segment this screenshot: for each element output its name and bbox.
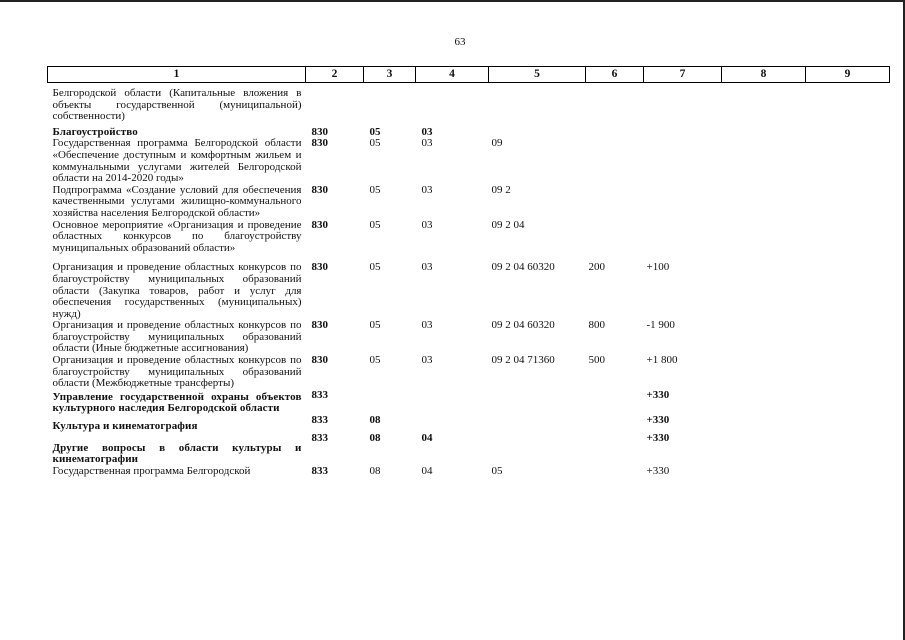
cell-col8 (722, 185, 806, 220)
cell-target-article: 09 2 04 (491, 218, 525, 231)
cell-col8 (722, 320, 806, 355)
cell-subsection: 03 (421, 125, 433, 138)
cell-target-article: 09 2 04 60320 (491, 319, 555, 332)
cell-expense-type (586, 433, 644, 466)
cell-col8 (722, 355, 806, 390)
cell-admin-code: 833 (311, 464, 328, 477)
table-row (48, 415, 890, 433)
cell-target-article (489, 390, 586, 415)
cell-col8 (722, 220, 806, 255)
cell-col8 (722, 254, 806, 320)
cell-admin-code: 830 (311, 125, 328, 138)
cell-target-article: 09 2 (491, 183, 511, 196)
cell-target-article: 09 2 04 71360 (491, 354, 555, 367)
row-name: Основное мероприятие «Организация и проведение областных конкурсов по благоустройству муниципальных образований области» (52, 218, 302, 254)
cell-amount: +330 (646, 464, 670, 477)
row-name: Организация и проведение областных конкурсов по благоустройству муниципальных образований области (Межбюджетные трансферты) (52, 354, 302, 390)
cell-section: 08 (369, 464, 381, 477)
cell-amount (644, 138, 722, 184)
cell-col9 (806, 185, 890, 220)
page-number: 63 (454, 36, 466, 48)
cell-col8 (722, 433, 806, 466)
cell-amount (644, 185, 722, 220)
cell-col8 (722, 466, 806, 478)
cell-target-article (489, 433, 586, 466)
cell-expense-type (586, 185, 644, 220)
table-row (48, 83, 890, 123)
cell-expense-type (586, 220, 644, 255)
cell-col9 (806, 320, 890, 355)
cell-section: 05 (369, 125, 381, 138)
cell-amount (644, 220, 722, 255)
column-header-3: 3 (364, 67, 416, 83)
cell-target-article: 09 (491, 137, 503, 150)
cell-amount (644, 83, 722, 123)
row-name: Организация и проведение областных конкурсов по благоустройству муниципальных образований области (Закупка товаров, работ и услуг для обеспечения государственных (муниципальных) нужд) (52, 261, 302, 320)
cell-expense-type: 200 (588, 261, 605, 274)
cell-admin-code: 830 (311, 218, 328, 231)
column-header-5: 5 (489, 67, 586, 83)
cell-section: 08 (369, 431, 381, 444)
cell-amount: +100 (646, 261, 670, 274)
row-name: Подпрограмма «Создание условий для обеспечения качественными услугами жилищно-коммунального хозяйства населения Белгородской области» (52, 183, 302, 219)
cell-admin-code (306, 83, 364, 123)
cell-section: 05 (369, 183, 381, 196)
cell-admin-code: 830 (311, 183, 328, 196)
cell-admin-code: 830 (311, 137, 328, 150)
cell-subsection (416, 83, 489, 123)
column-header-4: 4 (416, 67, 489, 83)
table-row (48, 254, 890, 320)
cell-col9 (806, 83, 890, 123)
cell-admin-code: 830 (311, 261, 328, 274)
table-row (48, 123, 890, 139)
cell-col9 (806, 390, 890, 415)
column-header-7: 7 (644, 67, 722, 83)
cell-target-article (489, 83, 586, 123)
cell-target-article (489, 123, 586, 139)
cell-amount (644, 123, 722, 139)
cell-subsection: 03 (421, 183, 433, 196)
cell-expense-type (586, 83, 644, 123)
column-header-1: 1 (48, 67, 306, 83)
cell-subsection: 04 (421, 464, 433, 477)
cell-section (364, 83, 416, 123)
cell-col9 (806, 433, 890, 466)
cell-section: 05 (369, 218, 381, 231)
cell-subsection: 03 (421, 218, 433, 231)
table-row (48, 466, 890, 478)
table-header-row (48, 67, 890, 83)
cell-subsection: 04 (421, 431, 433, 444)
table-row (48, 390, 890, 415)
cell-expense-type (586, 138, 644, 184)
cell-expense-type: 800 (588, 319, 605, 332)
cell-admin-code: 833 (311, 414, 328, 427)
table-row (48, 220, 890, 255)
cell-col9 (806, 415, 890, 433)
cell-subsection: 03 (421, 319, 433, 332)
cell-subsection (416, 390, 489, 415)
cell-subsection (416, 415, 489, 433)
page-border-top (0, 0, 905, 2)
row-name: Управление государственной охраны объектов культурного наследия Белгородской области (52, 390, 302, 415)
column-header-8: 8 (722, 67, 806, 83)
cell-amount: -1 900 (646, 319, 675, 332)
cell-col9 (806, 123, 890, 139)
row-name: Другие вопросы в области культуры и кинематографии (52, 441, 302, 466)
cell-admin-code: 830 (311, 354, 328, 367)
table-row (48, 185, 890, 220)
cell-expense-type (586, 123, 644, 139)
cell-amount: +330 (646, 431, 670, 444)
cell-admin-code: 833 (311, 431, 328, 444)
cell-admin-code: 830 (311, 319, 328, 332)
row-name: Государственная программа Белгородской (52, 464, 251, 477)
cell-target-article (489, 415, 586, 433)
cell-subsection: 03 (421, 261, 433, 274)
cell-amount: +330 (646, 388, 670, 401)
cell-target-article: 09 2 04 60320 (491, 261, 555, 274)
table-row (48, 355, 890, 390)
cell-col9 (806, 466, 890, 478)
cell-amount: +1 800 (646, 354, 678, 367)
cell-expense-type: 500 (588, 354, 605, 367)
cell-col9 (806, 355, 890, 390)
column-header-9: 9 (806, 67, 890, 83)
cell-section: 08 (369, 414, 381, 427)
cell-col8 (722, 138, 806, 184)
row-name: Благоустройство (52, 125, 138, 138)
cell-expense-type (586, 415, 644, 433)
cell-expense-type (586, 466, 644, 478)
cell-admin-code: 833 (311, 388, 328, 401)
row-name: Белгородской области (Капитальные вложения в объекты государственной (муниципальной) собственности) (52, 87, 302, 123)
cell-subsection: 03 (421, 137, 433, 150)
cell-subsection: 03 (421, 354, 433, 367)
cell-section: 05 (369, 137, 381, 150)
column-header-6: 6 (586, 67, 644, 83)
cell-col9 (806, 220, 890, 255)
budget-table (47, 66, 890, 477)
cell-section: 05 (369, 354, 381, 367)
row-name: Организация и проведение областных конкурсов по благоустройству муниципальных образований области (Иные бюджетные ассигнования) (52, 319, 302, 355)
cell-section (364, 390, 416, 415)
cell-col8 (722, 415, 806, 433)
table-row (48, 138, 890, 184)
cell-col8 (722, 83, 806, 123)
cell-col8 (722, 390, 806, 415)
table-row (48, 320, 890, 355)
cell-amount: +330 (646, 414, 670, 427)
cell-col8 (722, 123, 806, 139)
cell-expense-type (586, 390, 644, 415)
row-name: Государственная программа Белгородской области «Обеспечение доступным и комфортным жильем и коммунальными услугами жителей Белгородской области на 2014-2020 годы» (52, 137, 302, 185)
table-row (48, 433, 890, 466)
cell-target-article: 05 (491, 464, 503, 477)
cell-col9 (806, 138, 890, 184)
row-name: Культура и кинематография (52, 420, 198, 433)
column-header-2: 2 (306, 67, 364, 83)
cell-col9 (806, 254, 890, 320)
cell-section: 05 (369, 319, 381, 332)
cell-section: 05 (369, 261, 381, 274)
